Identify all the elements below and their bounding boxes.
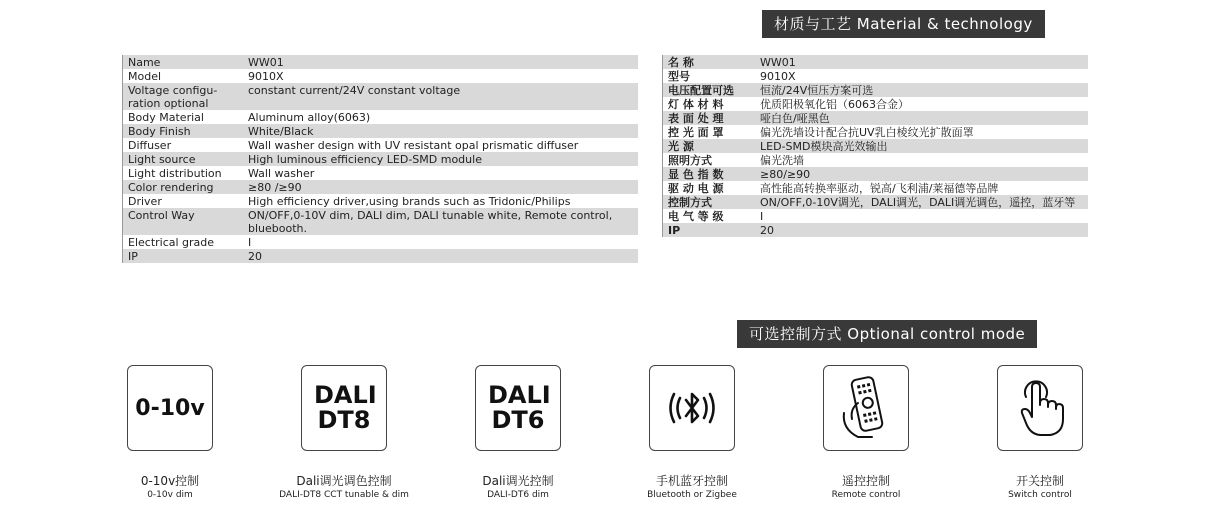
spec-value: Wall washer	[243, 166, 638, 180]
table-row	[123, 235, 638, 249]
table-row	[663, 195, 1088, 209]
table-row	[663, 223, 1088, 237]
0-10v-icon: 0-10v	[135, 395, 205, 421]
table-row	[123, 69, 638, 83]
control-0-10v-label-cn: 0-10v控制	[140, 474, 200, 488]
control-switch-label-cn: 开关控制	[1015, 474, 1064, 488]
table-row	[663, 111, 1088, 125]
spec-value: WW01	[755, 55, 1088, 69]
control-0-10v-box	[127, 365, 213, 451]
spec-key: Voltage configu-ration optional	[123, 83, 244, 110]
spec-key: Name	[123, 55, 244, 69]
control-bluetooth-label-cn: 手机蓝牙控制	[655, 474, 728, 488]
table-row	[123, 55, 638, 69]
spec-key: 型号	[663, 69, 756, 83]
table-row	[123, 83, 638, 110]
spec-value: 偏光洗墙设计配合抗UV乳白棱纹光扩散面罩	[755, 125, 1088, 139]
spec-value: 9010X	[755, 69, 1088, 83]
dali-dt8-icon: DALI DT8	[314, 381, 377, 434]
spec-key: 驱 动 电 源	[663, 181, 756, 195]
spec-value: ≥80/≥90	[755, 167, 1088, 181]
spec-key: 光 源	[663, 139, 756, 153]
spec-key: 名 称	[663, 55, 756, 69]
table-row	[123, 208, 638, 235]
control-dali-dt6-box	[475, 365, 561, 451]
table-row	[663, 181, 1088, 195]
spec-key: 显 色 指 数	[663, 167, 756, 181]
table-row	[123, 152, 638, 166]
table-row	[123, 110, 638, 124]
spec-value: High efficiency driver,using brands such as Tridonic/Philips	[243, 194, 638, 208]
dali-dt6-icon: DALI DT6	[488, 381, 551, 434]
spec-value: 恒流/24V恒压方案可选	[755, 83, 1088, 97]
control-dali-dt6-label-cn: Dali调光控制	[482, 474, 554, 488]
table-row	[123, 249, 638, 263]
spec-value: I	[755, 209, 1088, 223]
spec-key: 电 气 等 级	[663, 209, 756, 223]
spec-key: Driver	[123, 194, 244, 208]
spec-key: Light distribution	[123, 166, 244, 180]
spec-key: Electrical grade	[123, 235, 244, 249]
control-mode-header: 可选控制方式 Optional control mode	[737, 320, 1037, 348]
control-remote-label-cn: 遥控控制	[841, 474, 890, 488]
table-row	[123, 124, 638, 138]
control-bluetooth-label-en: Bluetooth or Zigbee	[647, 490, 737, 500]
bluetooth-icon	[659, 383, 725, 433]
material-technology-header: 材质与工艺 Material & technology	[762, 10, 1045, 38]
control-0-10v-label-en: 0-10v dim	[147, 490, 193, 500]
spec-key: Body Finish	[123, 124, 244, 138]
spec-key: Body Material	[123, 110, 244, 124]
table-row	[663, 97, 1088, 111]
spec-value: Wall washer design with UV resistant opal prismatic diffuser	[243, 138, 638, 152]
spec-value: 优质阳极氧化铝（6063合金）	[755, 97, 1088, 111]
spec-value: WW01	[243, 55, 638, 69]
spec-value: LED-SMD模块高光效输出	[755, 139, 1088, 153]
spec-value: High luminous efficiency LED-SMD module	[243, 152, 638, 166]
spec-key: 灯 体 材 料	[663, 97, 756, 111]
spec-key: 控制方式	[663, 195, 756, 209]
spec-value: ON/OFF,0-10V dim, DALI dim, DALI tunable white, Remote control, bluebooth.	[243, 208, 638, 235]
table-row	[663, 69, 1088, 83]
spec-table-cn	[662, 55, 1088, 237]
spec-key: Color rendering	[123, 180, 244, 194]
spec-value: White/Black	[243, 124, 638, 138]
switch-hand-icon	[1012, 377, 1068, 439]
spec-key: Model	[123, 69, 244, 83]
table-row	[123, 180, 638, 194]
spec-key: Light source	[123, 152, 244, 166]
spec-value: constant current/24V constant voltage	[243, 83, 638, 110]
table-row	[663, 125, 1088, 139]
spec-value: ON/OFF,0-10V调光，DALI调光，DALI调光调色，遥控，蓝牙等	[755, 195, 1088, 209]
spec-key: Diffuser	[123, 138, 244, 152]
table-row	[663, 139, 1088, 153]
table-row	[663, 55, 1088, 69]
spec-value: 高性能高转换率驱动，锐高/飞利浦/莱福德等品牌	[755, 181, 1088, 195]
spec-key: Control Way	[123, 208, 244, 235]
remote-control-icon	[836, 373, 896, 443]
spec-value: 20	[243, 249, 638, 263]
spec-key: 控 光 面 罩	[663, 125, 756, 139]
table-row	[663, 167, 1088, 181]
control-dali-dt8-box	[301, 365, 387, 451]
table-row	[663, 153, 1088, 167]
control-switch-label-en: Switch control	[1008, 490, 1072, 500]
spec-value: 哑白色/哑黑色	[755, 111, 1088, 125]
table-row	[123, 166, 638, 180]
spec-value: 偏光洗墙	[755, 153, 1088, 167]
spec-value: I	[243, 235, 638, 249]
spec-key: IP	[123, 249, 244, 263]
control-remote-box	[823, 365, 909, 451]
spec-key: 表 面 处 理	[663, 111, 756, 125]
control-dali-dt8-label-cn: Dali调光调色控制	[296, 474, 392, 488]
control-switch-box	[997, 365, 1083, 451]
spec-key: 照明方式	[663, 153, 756, 167]
spec-key: 电压配置可选	[663, 83, 756, 97]
spec-value: 9010X	[243, 69, 638, 83]
table-row	[123, 194, 638, 208]
spec-table-en	[122, 55, 638, 263]
control-dali-dt8-label-en: DALI-DT8 CCT tunable & dim	[279, 490, 409, 500]
table-row	[663, 83, 1088, 97]
control-dali-dt6-label-en: DALI-DT6 dim	[487, 490, 549, 500]
spec-value: ≥80 /≥90	[243, 180, 638, 194]
table-row	[123, 138, 638, 152]
spec-value: 20	[755, 223, 1088, 237]
table-row	[663, 209, 1088, 223]
control-bluetooth-box	[649, 365, 735, 451]
spec-key: IP	[663, 223, 756, 237]
control-remote-label-en: Remote control	[831, 490, 901, 500]
spec-value: Aluminum alloy(6063)	[243, 110, 638, 124]
